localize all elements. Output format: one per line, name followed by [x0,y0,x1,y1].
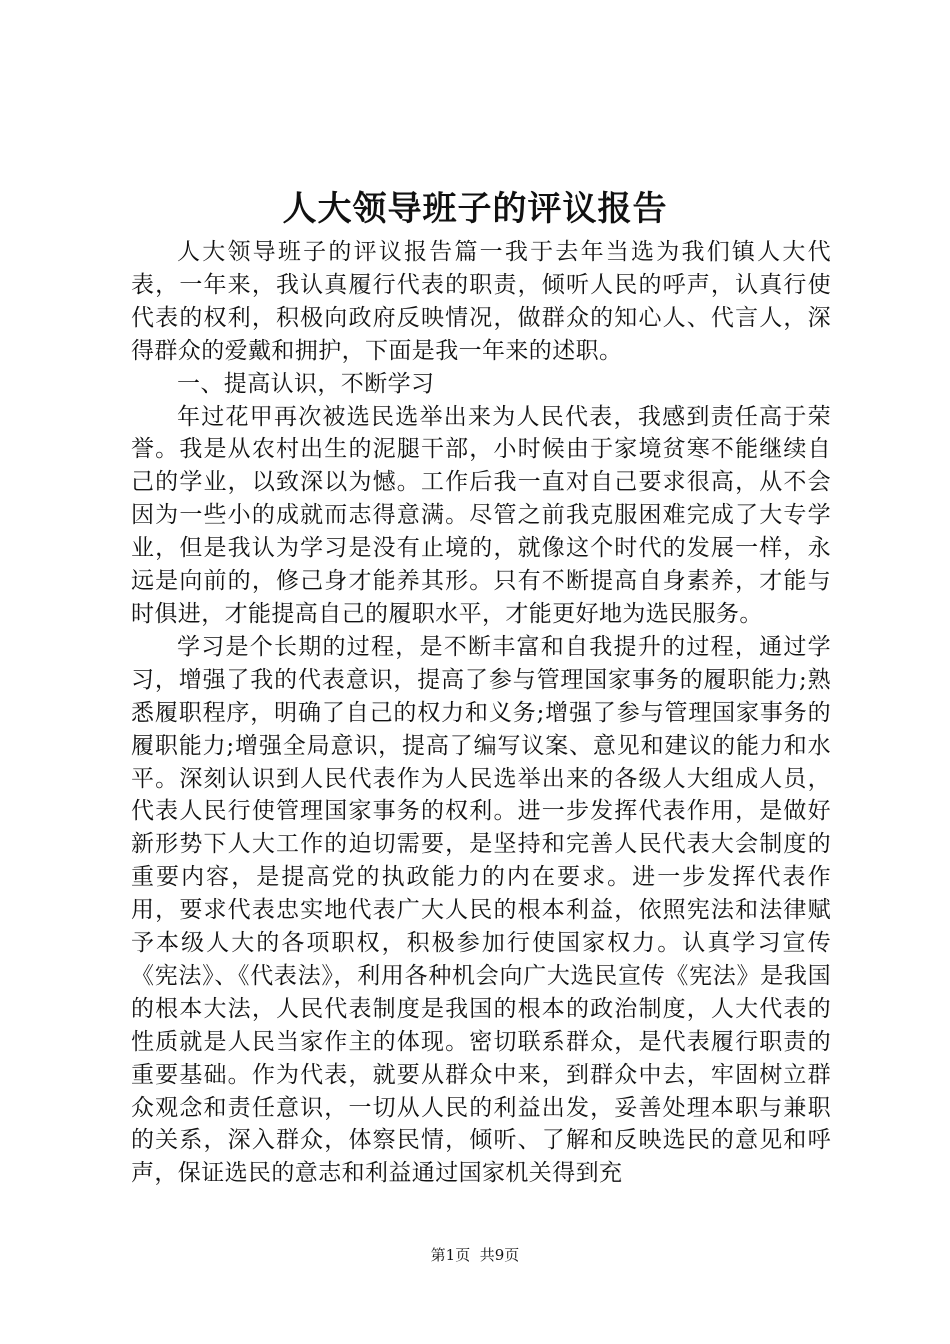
page-total: 共9页 [479,1246,520,1264]
paragraph-study: 年过花甲再次被选民选举出来为人民代表，我感到责任高于荣誉。我是从农村出生的泥腿干部，小时候由于家境贫寒不能继续自己的学业，以致深以为憾。工作后我一直对自己要求很高，从不会因为一些小的成就而志得意满。尽管之前我克服困难完成了大专学业，但是我认为学习是没有止境的，就像这个时代的发展一样，永远是向前的，修己身才能养其形。只有不断提高自身素养，才能与时俱进，才能提高自己的履职水平，才能更好地为选民服务。 [131,403,831,627]
page-footer [0,1245,950,1265]
document-title: 人大领导班子的评议报告 [282,189,668,229]
paragraph-learning-process: 学习是个长期的过程，是不断丰富和自我提升的过程，通过学习，增强了我的代表意识，提高了参与管理国家事务的履职能力;熟悉履职程序，明确了自己的权力和义务;增强了参与管理国家事务的履职能力;增强全局意识，提高了编写议案、意见和建议的能力和水平。深刻认识到人民代表作为人民选举出来的各级人大组成人员，代表人民行使管理国家事务的权利。进一步发挥代表作用，是做好新形势下人大工作的迫切需要，是坚持和完善人民代表大会制度的重要内容，是提高党的执政能力的内在要求。进一步发挥代表作用，要求代表忠实地代表广大人民的根本利益，依照宪法和法律赋予本级人大的各项职权，积极参加行使国家权力。认真学习宣传《宪法》、《代表法》，利用各种机会向广大选民宣传《宪法》是我国的根本大法，人民代表制度是我国的根本的政治制度，人大代表的性质就是人民当家作主的体现。密切联系群众，是代表履行职责的重要基础。作为代表，就要从群众中来，到群众中去，牢固树立群众观念和责任意识，一切从人民的利益出发，妥善处理本职与兼职的关系，深入群众，体察民情，倾听、了解和反映选民的意见和呼声，保证选民的意志和利益通过国家机关得到充 [131,633,831,1187]
paragraph-intro: 人大领导班子的评议报告篇一我于去年当选为我们镇人大代表，一年来，我认真履行代表的职责，倾听人民的呼声，认真行使代表的权利，积极向政府反映情况，做群众的知心人、代言人，深得群众的爱戴和拥护，下面是我一年来的述职。 [131,239,831,364]
page-number: 第1页 [430,1246,471,1264]
section-heading: 一、提高认识，不断学习 [177,370,435,397]
document-body [131,236,831,1190]
